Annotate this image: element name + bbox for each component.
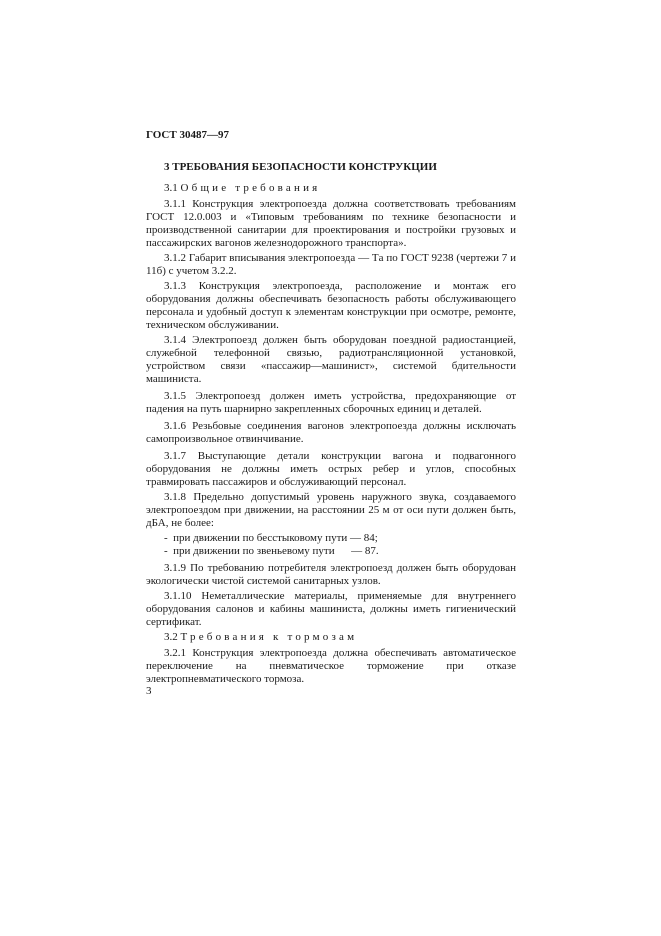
document-code: ГОСТ 30487—97 (146, 129, 229, 141)
paragraph-3-1-4: 3.1.4 Электропоезд должен быть оборудован поездной радиостанцией, служебной телефонной связью, радиотрансляционной установкой, устройством связи «пассажир—машинист», системой бдительности машиниста. (146, 334, 516, 385)
noise-limits-list (146, 532, 516, 558)
paragraph-3-1-3: 3.1.3 Конструкция электропоезда, расположение и монтаж его оборудования должны обеспечивать безопасность работы обслуживающего персонала и удобный доступ к элементам конструкции при осмотре, ремонте, техническом обслуживании. (146, 280, 516, 331)
paragraph-3-1-7: 3.1.7 Выступающие детали конструкции вагона и подвагонного оборудования не должны иметь острых ребер и углов, способных травмировать пассажиров и обслуживающий персонал. (146, 450, 516, 488)
subsection-title: Требования к тормозам (180, 631, 358, 643)
paragraph-3-1-9: 3.1.9 По требованию потребителя электропоезд должен быть оборудован экологически чистой системой санитарных узлов. (146, 562, 516, 587)
list-item: - при движении по звеньевому пути — 87. (164, 545, 379, 557)
paragraph-3-1-5: 3.1.5 Электропоезд должен иметь устройства, предохраняющие от падения на путь шарнирно закрепленных сборочных единиц и деталей. (146, 390, 516, 415)
list-item: - при движении по бесстыковому пути — 84; (164, 532, 378, 544)
subsection-title: Общие требования (180, 182, 321, 194)
page-number: 3 (146, 685, 152, 697)
page-content (146, 128, 516, 690)
paragraph-3-1-8: 3.1.8 Предельно допустимый уровень наружного звука, создаваемого электропоездом при движении, на расстоянии 25 м от оси пути должен быть, дБА, не более: (146, 491, 516, 529)
subsection-number: 3.2 (164, 631, 178, 643)
paragraph-3-1-2: 3.1.2 Габарит вписывания электропоезда — Тa по ГОСТ 9238 (чертежи 7 и 11б) с учетом 3.2.2. (146, 252, 516, 277)
subsection-heading-3-2 (146, 631, 516, 644)
paragraph-3-2-1: 3.2.1 Конструкция электропоезда должна обеспечивать автоматическое переключение на пневматическое торможение при отказе электропневматического тормоза. (146, 647, 516, 685)
paragraph-3-1-10: 3.1.10 Неметаллические материалы, применяемые для внутреннего оборудования салонов и кабины машиниста, должны иметь гигиенический сертификат. (146, 590, 516, 628)
section-title: 3 ТРЕБОВАНИЯ БЕЗОПАСНОСТИ КОНСТРУКЦИИ (164, 161, 437, 173)
paragraph-3-1-6: 3.1.6 Резьбовые соединения вагонов электропоезда должны исключать самопроизвольное отвинчивание. (146, 420, 516, 445)
subsection-heading-3-1 (146, 182, 516, 195)
paragraph-3-1-1: 3.1.1 Конструкция электропоезда должна соответствовать требованиям ГОСТ 12.0.003 и «Типовым требованиям по технике безопасности и производственной санитарии для проектирования и постройки грузовых и пассажирских вагонов железнодорожного транспорта». (146, 198, 516, 249)
subsection-number: 3.1 (164, 182, 178, 194)
